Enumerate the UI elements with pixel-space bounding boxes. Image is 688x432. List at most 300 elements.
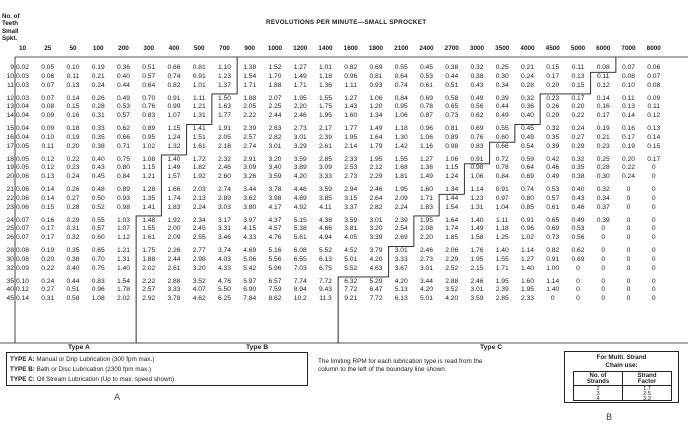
table-cell: 3.33 bbox=[318, 173, 333, 181]
table-cell: 1.18 bbox=[318, 72, 333, 80]
table-cell: 0.11 bbox=[622, 94, 635, 102]
table-cell: 0.60 bbox=[495, 133, 509, 141]
table-cell: 0 bbox=[651, 164, 656, 172]
table-cell: 11.3 bbox=[319, 295, 332, 303]
table-cell: 0 bbox=[626, 264, 631, 272]
table-cell: 0.12 bbox=[41, 164, 55, 172]
table-cell: 9.21 bbox=[344, 295, 358, 303]
table-cell: 1.64 bbox=[369, 133, 383, 141]
table-cell: 0.65 bbox=[91, 247, 105, 254]
table-cell: 0.55 bbox=[495, 125, 509, 132]
table-cell: 0.07 bbox=[41, 81, 55, 89]
table-cell: 0.12 bbox=[41, 155, 55, 163]
table-cell: 0.84 bbox=[394, 94, 408, 102]
table-cell: 0.65 bbox=[546, 216, 560, 224]
table-cell: 4.69 bbox=[243, 247, 257, 254]
table-cell: 4.33 bbox=[243, 234, 257, 242]
table-cell: 0.14 bbox=[647, 133, 661, 141]
table-cell: 0.59 bbox=[520, 155, 535, 163]
table-cell: 3.85 bbox=[318, 194, 333, 202]
table-cell: 3.46 bbox=[217, 234, 232, 242]
rpm-header-cell: 500 bbox=[193, 45, 205, 52]
table-cell: 0 bbox=[601, 255, 606, 263]
table-cell: 8.62 bbox=[268, 295, 282, 303]
table-cell: 5.06 bbox=[243, 255, 257, 263]
rpm-header-cell: 2700 bbox=[444, 45, 459, 52]
table-cell: 4.69 bbox=[293, 194, 307, 202]
table-cell: 0.95 bbox=[142, 133, 156, 141]
table-cell: 0.64 bbox=[520, 164, 535, 172]
table-cell: 0.25 bbox=[495, 64, 509, 71]
table-cell: 1.10 bbox=[217, 64, 232, 71]
table-cell: 3.97 bbox=[243, 216, 257, 224]
table-cell: 0.08 bbox=[596, 64, 610, 71]
table-cell: 0.91 bbox=[546, 255, 560, 263]
teeth-row-label: 45 bbox=[6, 295, 14, 303]
table-cell: 2.39 bbox=[243, 125, 257, 132]
rpm-header-cell: 8000 bbox=[646, 45, 661, 52]
table-cell: 0.66 bbox=[495, 142, 509, 150]
table-cell: 1.11 bbox=[192, 94, 206, 102]
teeth-row-label: 32 bbox=[6, 264, 14, 272]
table-cell: 0.74 bbox=[520, 186, 535, 193]
table-cell: 3.40 bbox=[268, 164, 282, 172]
table-cell: 2.20 bbox=[293, 103, 307, 111]
table-cell: 0.03 bbox=[15, 94, 30, 102]
table-cell: 0.43 bbox=[91, 164, 105, 172]
table-cell: 0.62 bbox=[116, 125, 131, 132]
table-cell: 0.38 bbox=[66, 255, 80, 263]
table-cell: 0 bbox=[651, 225, 656, 233]
table-cell: 0 bbox=[626, 203, 631, 211]
table-cell: 3.37 bbox=[344, 203, 358, 211]
table-cell: 0.08 bbox=[15, 247, 30, 254]
table-cell: 0 bbox=[651, 234, 656, 242]
table-cell: 1.49 bbox=[293, 72, 307, 80]
table-cell: 0.29 bbox=[571, 142, 585, 150]
table-cell: 1.18 bbox=[394, 125, 408, 132]
teeth-row-label: 16 bbox=[6, 133, 14, 141]
table-cell: 5.16 bbox=[268, 247, 282, 254]
table-cell: 1.75 bbox=[318, 103, 333, 111]
table-cell: 0.05 bbox=[15, 164, 30, 172]
table-cell: 2.24 bbox=[394, 203, 408, 211]
table-cell: 1.55 bbox=[142, 225, 156, 233]
table-cell: 1.71 bbox=[243, 81, 257, 89]
table-cell: 0.55 bbox=[91, 216, 105, 224]
table-cell: 2.17 bbox=[318, 125, 333, 132]
table-cell: 0.20 bbox=[66, 142, 80, 150]
table-cell: 1.14 bbox=[470, 186, 484, 193]
table-cell: 1.01 bbox=[192, 81, 206, 89]
rpm-header-cell: 4000 bbox=[520, 45, 535, 52]
table-cell: 3.33 bbox=[167, 286, 181, 294]
table-cell: 0.19 bbox=[621, 142, 636, 150]
table-cell: 0 bbox=[576, 277, 580, 285]
table-cell: 0.12 bbox=[647, 112, 661, 120]
table-cell: 1.54 bbox=[116, 277, 131, 285]
table-cell: 2.03 bbox=[192, 186, 206, 193]
table-cell: 2.53 bbox=[344, 164, 358, 172]
table-cell: 2.34 bbox=[192, 216, 206, 224]
rpm-header-cell: 6000 bbox=[596, 45, 611, 52]
table-cell: 0.03 bbox=[15, 72, 30, 80]
table-cell: 0 bbox=[651, 203, 656, 211]
table-cell: 0 bbox=[601, 234, 606, 242]
table-cell: 0.44 bbox=[445, 72, 459, 80]
table-cell: 0.09 bbox=[41, 112, 55, 120]
table-cell: 2.54 bbox=[394, 225, 408, 233]
teeth-row-label: 13 bbox=[6, 103, 14, 111]
table-cell: 1.88 bbox=[142, 255, 156, 263]
table-cell: 2.08 bbox=[419, 225, 434, 233]
table-cell: 0 bbox=[651, 173, 656, 181]
table-cell: 1.55 bbox=[394, 155, 408, 163]
table-cell: 3.44 bbox=[243, 186, 257, 193]
table-cell: 0.22 bbox=[41, 264, 55, 272]
table-cell: 6.57 bbox=[268, 277, 282, 285]
table-cell: 0 bbox=[626, 216, 631, 224]
table-cell: 0.61 bbox=[546, 203, 560, 211]
table-cell: 1.49 bbox=[419, 173, 434, 181]
table-cell: 4.11 bbox=[319, 203, 332, 211]
table-cell: 0 bbox=[576, 286, 580, 294]
table-cell: 1.64 bbox=[445, 216, 459, 224]
rpm-header-cell: 700 bbox=[219, 45, 230, 52]
table-cell: 1.34 bbox=[445, 186, 459, 193]
table-cell: 0.21 bbox=[520, 64, 535, 71]
table-cell: 2.22 bbox=[243, 112, 257, 120]
table-cell: 2.73 bbox=[344, 173, 358, 181]
rpm-header-cell: 1000 bbox=[267, 45, 283, 52]
table-cell: 0.14 bbox=[66, 94, 80, 102]
table-cell: 0.15 bbox=[546, 64, 560, 71]
table-cell: 3.01 bbox=[268, 142, 282, 150]
table-cell: 4.94 bbox=[318, 234, 333, 242]
table-cell: 1.77 bbox=[344, 125, 358, 132]
table-cell: 0.23 bbox=[66, 164, 80, 172]
table-cell: 3.01 bbox=[293, 133, 307, 141]
table-cell: 0.98 bbox=[445, 142, 459, 150]
table-cell: 1.49 bbox=[470, 225, 484, 233]
table-cell: 1.08 bbox=[91, 295, 105, 303]
table-cell: 0.45 bbox=[520, 125, 535, 132]
table-cell: 0.17 bbox=[647, 155, 661, 163]
table-cell: 1.58 bbox=[470, 234, 484, 242]
table-cell: 0.46 bbox=[546, 164, 560, 172]
table-cell: 2.05 bbox=[243, 103, 257, 111]
table-cell: 0.34 bbox=[495, 81, 509, 89]
table-cell: 2.73 bbox=[419, 255, 434, 263]
teeth-row-label: 40 bbox=[6, 286, 14, 294]
table-cell: 0.44 bbox=[116, 81, 131, 89]
table-cell: 6.08 bbox=[293, 247, 307, 254]
table-cell: 0.13 bbox=[571, 72, 585, 80]
strand-factor-value: 1.7 bbox=[643, 386, 651, 392]
table-cell: 0.57 bbox=[142, 72, 156, 80]
table-cell: 1.40 bbox=[116, 264, 131, 272]
table-cell: 2.88 bbox=[445, 277, 459, 285]
rpm-header-cell: 2400 bbox=[419, 45, 434, 52]
table-cell: 4.20 bbox=[419, 286, 434, 294]
table-cell: 0.40 bbox=[116, 72, 131, 80]
table-cell: 1.72 bbox=[192, 155, 206, 163]
table-cell: 0.40 bbox=[66, 264, 80, 272]
table-cell: 0.91 bbox=[520, 216, 535, 224]
table-cell: 5.29 bbox=[369, 277, 383, 285]
strand-factor-value: 3.3 bbox=[643, 396, 651, 402]
table-cell: 0.78 bbox=[419, 103, 434, 111]
table-cell: 2.32 bbox=[217, 155, 232, 163]
rpm-header-cell: 1200 bbox=[293, 45, 308, 52]
table-cell: 3.78 bbox=[268, 186, 282, 193]
table-cell: 1.06 bbox=[419, 133, 434, 141]
table-cell: 4.76 bbox=[268, 234, 282, 242]
table-cell: 1.60 bbox=[419, 186, 434, 193]
table-cell: 0.69 bbox=[571, 255, 585, 263]
table-cell: 6.55 bbox=[293, 255, 307, 263]
table-cell: 0.25 bbox=[596, 155, 610, 163]
table-cell: 0.02 bbox=[15, 64, 30, 71]
table-cell: 0.48 bbox=[91, 186, 105, 193]
teeth-row-label: 14 bbox=[6, 112, 14, 120]
table-cell: 3.15 bbox=[344, 194, 358, 202]
table-cell: 0.83 bbox=[91, 277, 105, 285]
table-cell: 0 bbox=[626, 186, 631, 193]
table-cell: 0.22 bbox=[66, 155, 80, 163]
table-cell: 0.80 bbox=[116, 164, 131, 172]
table-cell: 1.63 bbox=[217, 103, 232, 111]
table-cell: 0.10 bbox=[66, 64, 80, 71]
table-cell: 0.35 bbox=[546, 133, 560, 141]
rpm-header-cell: 7000 bbox=[621, 45, 636, 52]
table-cell: 1.02 bbox=[520, 234, 535, 242]
table-cell: 4.07 bbox=[192, 286, 206, 294]
table-cell: 0.14 bbox=[15, 295, 30, 303]
table-cell: 0.98 bbox=[470, 164, 484, 172]
table-cell: 0.82 bbox=[546, 247, 560, 254]
table-cell: 0.10 bbox=[41, 133, 55, 141]
table-cell: 0.28 bbox=[596, 164, 610, 172]
table-cell: 2.13 bbox=[192, 194, 206, 202]
table-cell: 0.46 bbox=[571, 203, 585, 211]
table-cell: 2.85 bbox=[495, 295, 509, 303]
table-cell: 0.08 bbox=[15, 255, 30, 263]
strands-col-header-2: Strands bbox=[586, 379, 610, 385]
table-cell: 0.56 bbox=[470, 103, 484, 111]
table-cell: 6.13 bbox=[394, 295, 408, 303]
table-cell: 1.88 bbox=[243, 94, 257, 102]
boundary-note: The limiting RPM for each lubrication type is read from the column to the left of the boundary line shown. bbox=[318, 358, 483, 373]
table-cell: 3.09 bbox=[243, 164, 257, 172]
table-cell: 0 bbox=[651, 216, 656, 224]
table-cell: 0.08 bbox=[647, 81, 661, 89]
table-cell: 0.16 bbox=[66, 112, 80, 120]
table-cell: 1.88 bbox=[268, 81, 282, 89]
table-cell: 0.35 bbox=[91, 133, 105, 141]
table-cell: 0.73 bbox=[546, 234, 560, 242]
table-cell: 0.14 bbox=[621, 112, 636, 120]
teeth-row-label: 20 bbox=[6, 173, 14, 181]
teeth-row-label: 28 bbox=[6, 247, 14, 254]
table-cell: 1.35 bbox=[142, 194, 156, 202]
table-cell: 2.29 bbox=[369, 173, 383, 181]
table-cell: 0.37 bbox=[596, 203, 610, 211]
table-cell: 0 bbox=[626, 255, 631, 263]
table-cell: 0.53 bbox=[546, 186, 560, 193]
table-cell: 2.69 bbox=[394, 234, 408, 242]
table-cell: 0.31 bbox=[41, 295, 55, 303]
table-cell: 0.32 bbox=[571, 155, 585, 163]
table-cell: 0.66 bbox=[167, 64, 181, 71]
table-cell: 1.23 bbox=[470, 194, 484, 202]
table-cell: 2.89 bbox=[217, 194, 232, 202]
table-cell: 2.98 bbox=[192, 255, 206, 263]
table-cell: 0.61 bbox=[419, 81, 434, 89]
table-cell: 0.43 bbox=[571, 194, 585, 202]
table-cell: 0.29 bbox=[66, 216, 80, 224]
table-cell: 3.67 bbox=[394, 264, 408, 272]
table-cell: 0.31 bbox=[66, 225, 80, 233]
table-cell: 1.24 bbox=[445, 173, 459, 181]
table-cell: 5.01 bbox=[344, 255, 358, 263]
table-cell: 1.07 bbox=[116, 225, 131, 233]
table-cell: 0.20 bbox=[41, 255, 55, 263]
table-cell: 0.21 bbox=[596, 133, 610, 141]
table-cell: 1.77 bbox=[217, 112, 232, 120]
table-cell: 0.56 bbox=[571, 234, 585, 242]
teeth-row-label: 11 bbox=[7, 81, 14, 89]
table-cell: 1.34 bbox=[369, 112, 383, 120]
table-cell: 0.32 bbox=[470, 64, 484, 71]
table-cell: 1.41 bbox=[142, 203, 156, 211]
table-cell: 0 bbox=[576, 264, 580, 272]
table-cell: 1.83 bbox=[419, 203, 434, 211]
table-cell: 2.20 bbox=[419, 234, 434, 242]
table-cell: 0 bbox=[576, 295, 580, 303]
table-cell: 0.50 bbox=[91, 194, 105, 202]
table-cell: 0 bbox=[601, 295, 606, 303]
table-cell: 5.56 bbox=[268, 255, 282, 263]
table-cell: 4.17 bbox=[268, 203, 282, 211]
table-cell: 6.90 bbox=[243, 286, 257, 294]
table-cell: 0.09 bbox=[15, 264, 30, 272]
table-cell: 6.47 bbox=[369, 286, 383, 294]
table-cell: 0.38 bbox=[445, 64, 459, 71]
table-cell: 1.95 bbox=[495, 277, 509, 285]
table-cell: 5.52 bbox=[318, 247, 333, 254]
table-cell: 0 bbox=[626, 234, 631, 242]
table-cell: 3.26 bbox=[243, 173, 257, 181]
table-cell: 0.14 bbox=[41, 194, 55, 202]
table-cell: 2.46 bbox=[369, 186, 383, 193]
teeth-row-label: 9 bbox=[10, 64, 14, 71]
table-cell: 3.03 bbox=[217, 203, 232, 211]
table-cell: 1.92 bbox=[167, 216, 181, 224]
table-cell: 2.39 bbox=[495, 286, 509, 294]
table-cell: 1.03 bbox=[116, 216, 131, 224]
table-cell: 1.95 bbox=[520, 286, 535, 294]
table-cell: 3.31 bbox=[217, 225, 232, 233]
table-cell: 1.82 bbox=[192, 164, 206, 172]
strand-factor-table bbox=[573, 371, 672, 401]
table-cell: 2.52 bbox=[445, 264, 459, 272]
table-cell: 0.44 bbox=[495, 103, 509, 111]
table-cell: 0.24 bbox=[571, 125, 585, 132]
table-cell: 0.57 bbox=[91, 225, 105, 233]
table-cell: 1.68 bbox=[394, 164, 408, 172]
table-cell: 0.27 bbox=[41, 286, 55, 294]
table-cell: 5.50 bbox=[217, 286, 232, 294]
table-cell: 0 bbox=[626, 194, 631, 202]
table-cell: 0.38 bbox=[470, 72, 484, 80]
table-cell: 0.91 bbox=[495, 186, 509, 193]
teeth-row-label: 10 bbox=[6, 72, 14, 80]
table-cell: 1.21 bbox=[142, 173, 156, 181]
table-cell: 1.31 bbox=[192, 112, 206, 120]
table-cell: 0.58 bbox=[66, 295, 80, 303]
table-cell: 0.05 bbox=[15, 142, 30, 150]
table-cell: 2.85 bbox=[318, 155, 333, 163]
table-cell: 0.17 bbox=[621, 133, 636, 141]
table-cell: 2.05 bbox=[217, 133, 232, 141]
table-cell: 1.60 bbox=[520, 277, 535, 285]
table-cell: 0.08 bbox=[41, 103, 55, 111]
table-cell: 5.42 bbox=[243, 264, 257, 272]
table-cell: 5.38 bbox=[293, 225, 307, 233]
table-cell: 2.24 bbox=[192, 203, 206, 211]
table-cell: 2.92 bbox=[142, 295, 156, 303]
table-cell: 0.74 bbox=[167, 72, 181, 80]
table-cell: 0.81 bbox=[369, 72, 383, 80]
table-cell: 1.11 bbox=[344, 81, 358, 89]
teeth-row-label: 17 bbox=[6, 142, 14, 150]
table-cell: 2.63 bbox=[268, 125, 282, 132]
table-cell: 2.09 bbox=[394, 194, 408, 202]
table-cell: 5.97 bbox=[243, 277, 257, 285]
table-cell: 1.74 bbox=[167, 194, 181, 202]
table-cell: 3.62 bbox=[243, 194, 257, 202]
table-cell: 2.07 bbox=[268, 94, 282, 102]
table-cell: 1.38 bbox=[243, 64, 257, 71]
table-cell: 3.98 bbox=[268, 194, 282, 202]
table-cell: 0.09 bbox=[647, 94, 661, 102]
table-cell: 3.59 bbox=[293, 155, 307, 163]
table-cell: 0.55 bbox=[394, 64, 408, 71]
table-cell: 0.19 bbox=[596, 125, 610, 132]
table-cell: 0.23 bbox=[596, 142, 610, 150]
teeth-row-label: 23 bbox=[6, 203, 14, 211]
table-cell: 1.44 bbox=[445, 194, 459, 202]
table-cell: 1.14 bbox=[546, 277, 560, 285]
table-cell: 1.27 bbox=[293, 64, 307, 71]
rpm-header-cell: 4500 bbox=[545, 45, 560, 52]
table-cell: 0.16 bbox=[41, 216, 55, 224]
table-cell: 0.83 bbox=[470, 142, 484, 150]
table-cell: 2.82 bbox=[369, 203, 383, 211]
table-cell: 0 bbox=[626, 225, 631, 233]
table-cell: 0.31 bbox=[91, 112, 105, 120]
table-cell: 5.13 bbox=[394, 286, 408, 294]
table-cell: 0.14 bbox=[596, 94, 610, 102]
table-cell: 0.49 bbox=[546, 173, 560, 181]
teeth-row-label: 35 bbox=[6, 277, 14, 285]
table-cell: 0.89 bbox=[445, 133, 459, 141]
table-cell: 0.03 bbox=[15, 81, 30, 89]
table-cell: 0.69 bbox=[419, 94, 434, 102]
table-cell: 0.53 bbox=[419, 72, 434, 80]
strand-count-value: 2 bbox=[596, 386, 600, 392]
